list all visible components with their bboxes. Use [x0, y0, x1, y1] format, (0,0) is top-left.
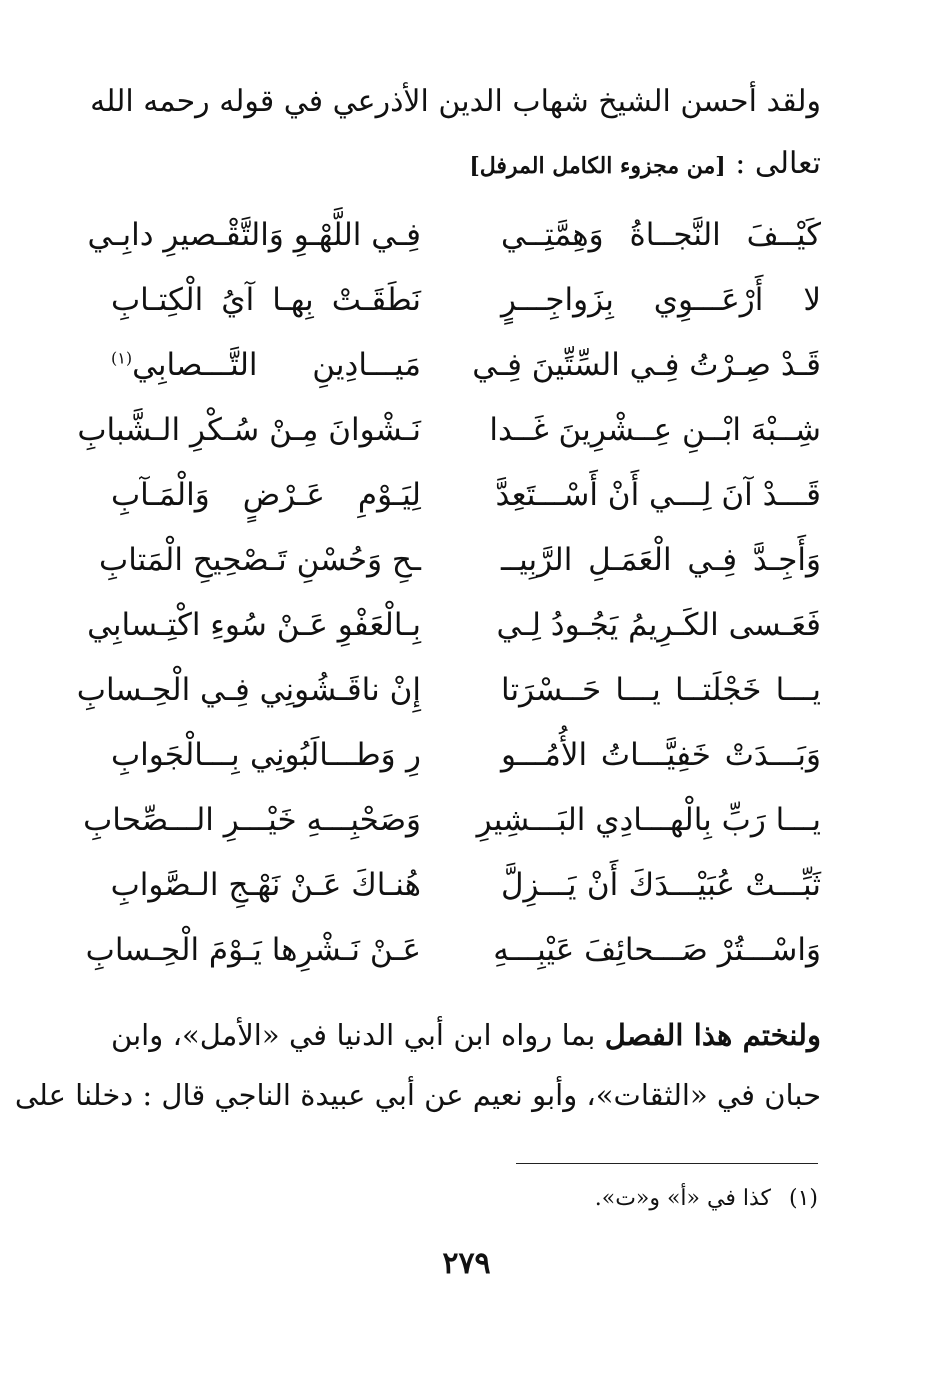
verse [77, 405, 821, 470]
verse-second-hemistich: بِـالْعَفْوِ عَـنْ سُوءِ اكْتِـسابِي [87, 607, 421, 643]
intro-line-2 [111, 144, 821, 186]
page-number: ٢٧٩ [442, 1246, 491, 1281]
footnote-number: (١) [788, 1186, 818, 1211]
prose-line-1-text: بما رواه ابن أبي الدنيا في «الأمل»، وابن [111, 1018, 605, 1052]
intro-line-1: ولقد أحسن الشيخ شهاب الدين الأذرعي في قوله رحمه الله [90, 84, 821, 119]
verse [99, 535, 821, 600]
verse-first-hemistich: شِــبْهَ ابْــنِ عِــشْرِينَ غَــدا [489, 412, 821, 448]
verse-second-hemistich: نَطَقَـتْ بِهـا آيُ الْكِتـابِ [111, 282, 421, 318]
verse-first-hemistich: كَيْــفَ النَّجــاةُ وَهِمَّتِــي [501, 217, 821, 253]
verse-second-hemistich: نَـشْوانَ مِـنْ سُـكْرِ الـشَّبابِ [77, 412, 421, 448]
verse [87, 600, 821, 665]
verse [87, 210, 821, 275]
verse [83, 795, 821, 860]
verse-second-hemistich: فِـي اللَّهْـوِ وَالتَّقْـصيرِ دابِـي [87, 217, 421, 253]
prose-line-2: حبان في «الثقات»، وأبو نعيم عن أبي عبيدة الناجي قال : دخلنا على [14, 1078, 821, 1112]
verse-second-hemistich-text: مَيـــادِينِ التَّـــصابِي [132, 347, 421, 383]
verse-second-hemistich: عَـنْ نَـشْرِها يَـوْمَ الْحِـسابِ [85, 932, 421, 968]
intro-line-2-text: تعالى : [725, 146, 821, 181]
verse-second-hemistich: ـحِ وَحُسْنِ تَـصْحِيحِ الْمَتابِ [99, 542, 421, 578]
verse [111, 860, 821, 925]
meter-label: [من مجزوء الكامل المرفل] [469, 153, 726, 179]
verse [111, 340, 821, 405]
verse [111, 275, 821, 340]
footnote-separator [516, 1163, 818, 1164]
verse-second-hemistich: وَصَحْبِـــهِ خَيْـــرِ الـــصِّحابِ [83, 802, 421, 838]
verse-first-hemistich: لا أَرْعَـــوِي بِزَواجِـــرٍ [501, 282, 821, 318]
verse-first-hemistich: يـــا خَجْلَتــا يـــا حَــسْرَتا [501, 672, 821, 708]
verse-second-hemistich: إِنْ ناقَـشُونِي فِـي الْحِـسابِ [76, 672, 421, 708]
verse-second-hemistich: رِ وَطـــالَبُونِي بِـــالْجَوابِ [111, 737, 421, 773]
verse-second-hemistich: هُنـاكَ عَـنْ نَهْـجِ الـصَّوابِ [110, 867, 421, 903]
verse-first-hemistich: قَـدْ صِـرْتُ فِـي السِّتِّينَ فِـي [472, 347, 821, 383]
footnote-marker: (١) [111, 348, 133, 368]
prose-lead-phrase: ولنختم هذا الفصل [604, 1018, 821, 1052]
verse-first-hemistich: فَعَـسى الكَـرِيمُ يَجُـودُ لِـي [496, 607, 821, 643]
verse-first-hemistich: وَاسْـــتُرْ صَـــحائِفَ عَيْبِـــهِ [493, 932, 821, 968]
verse-first-hemistich: يـــا رَبِّ بِالْهـــادِي البَـــشِيرِ [476, 802, 821, 838]
verse-first-hemistich: قَـــدْ آنَ لِـــي أَنْ أَسْـــتَعِدَّ [495, 477, 821, 513]
verse-second-hemistich [111, 340, 421, 390]
verse-second-hemistich: لِيَـوْمِ عَـرْضٍ وَالْمَـآبِ [111, 477, 421, 513]
poem [76, 210, 821, 990]
verse [85, 925, 821, 990]
verse-first-hemistich: ثَبِّـــتْ عُبَيْـــدَكَ أَنْ يَـــزِلَّ [501, 867, 821, 903]
verse-first-hemistich: وَأَجِـدَّ فِـي الْعَمَـلِ الرَّبِيــ [501, 542, 821, 578]
verse [76, 665, 821, 730]
prose-line-1 [111, 1015, 821, 1055]
verse [111, 730, 821, 795]
footnote [595, 1183, 818, 1215]
verse-first-hemistich: وَبَـــدَتْ خَفِيَّـــاتُ الأُمُـــو [501, 737, 821, 773]
verse [111, 470, 821, 535]
footnote-text: كذا في «أ» و«ت». [594, 1186, 771, 1211]
